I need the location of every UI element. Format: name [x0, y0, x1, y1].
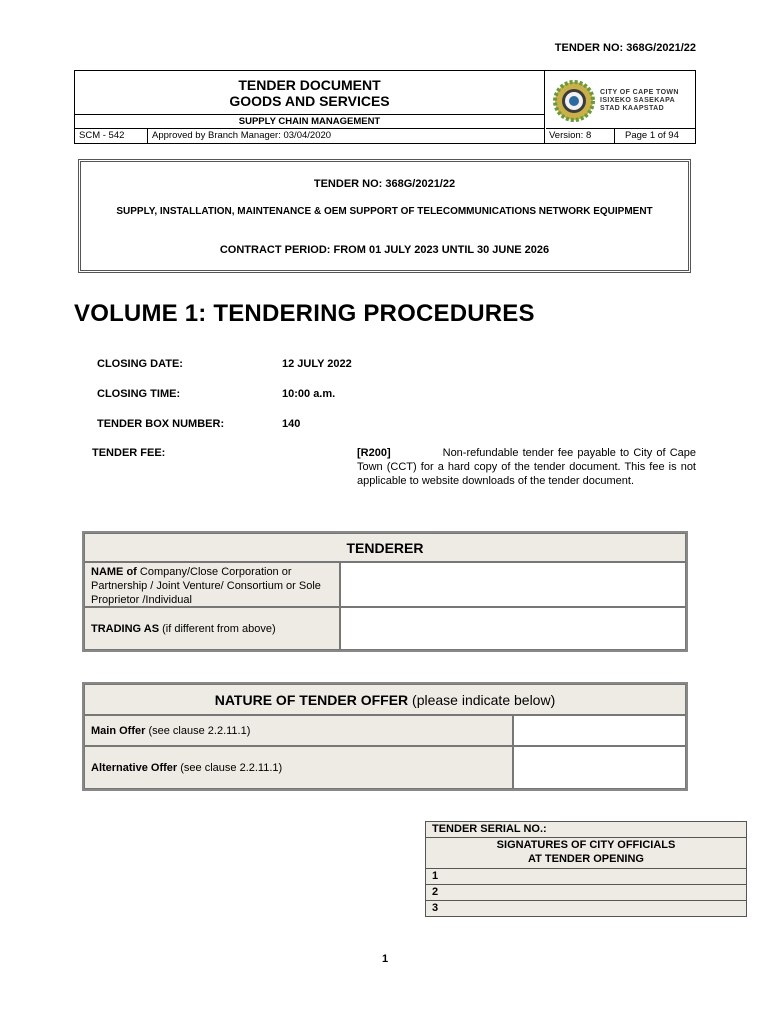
trading-as-bold: TRADING AS [91, 623, 160, 635]
closing-time-label: CLOSING TIME: [97, 388, 181, 400]
signature-row-2[interactable]: 2 [426, 885, 746, 901]
volume-title: VOLUME 1: TENDERING PROCEDURES [74, 300, 535, 327]
page-count: Page 1 of 94 [625, 130, 679, 141]
top-tender-number: TENDER NO: 368G/2021/22 [554, 42, 696, 54]
header-title-line2: GOODS AND SERVICES [229, 93, 390, 109]
alternative-offer-input[interactable] [513, 746, 686, 789]
trading-as-input[interactable] [340, 607, 686, 650]
document-header [74, 70, 696, 144]
main-offer-label [84, 715, 513, 746]
tender-summary-box [78, 159, 691, 273]
signatures-line1: SIGNATURES OF CITY OFFICIALS [496, 839, 676, 851]
closing-date-label: CLOSING DATE: [97, 358, 183, 370]
main-offer-bold: Main Offer [91, 725, 146, 737]
header-title-line1: TENDER DOCUMENT [238, 77, 381, 93]
alternative-offer-rest: (see clause 2.2.11.1) [180, 762, 283, 774]
header-title [75, 71, 545, 115]
closing-time-value: 10:00 a.m. [282, 388, 336, 400]
nature-of-offer-table [82, 682, 688, 791]
city-logo [546, 71, 696, 129]
logo-line3: STAD KAAPSTAD [600, 105, 665, 112]
logo-text [600, 89, 679, 113]
tenderer-name-bold: NAME of [91, 566, 137, 578]
contract-period: CONTRACT PERIOD: FROM 01 JULY 2023 UNTIL 30 JUNE 2026 [219, 244, 550, 256]
header-subtitle: SUPPLY CHAIN MANAGEMENT [75, 115, 545, 129]
nature-heading-bold: NATURE OF TENDER OFFER [214, 692, 409, 708]
page-number: 1 [381, 953, 389, 965]
tender-serial-label: TENDER SERIAL NO.: [426, 822, 746, 838]
tender-box-number-value: 140 [282, 418, 301, 430]
alternative-offer-label [84, 746, 513, 789]
signatures-heading [426, 838, 746, 869]
nature-heading [84, 684, 686, 715]
tender-box-number-label: TENDER BOX NUMBER: [97, 418, 225, 430]
tender-fee-amount: [R200] [357, 447, 391, 459]
tenderer-name-label [84, 562, 340, 607]
tenderer-heading: TENDERER [84, 533, 686, 562]
tenderer-table [82, 531, 688, 652]
main-offer-input[interactable] [513, 715, 686, 746]
header-meta-row [75, 129, 695, 143]
main-offer-rest: (see clause 2.2.11.1) [148, 725, 251, 737]
nature-heading-rest: (please indicate below) [412, 692, 556, 708]
scm-code: SCM - 542 [75, 129, 148, 144]
logo-line1: CITY OF CAPE TOWN [600, 89, 679, 96]
logo-line2: ISIXEKO SASEKAPA [600, 97, 676, 104]
trading-as-label [84, 607, 340, 650]
tender-fee-text [357, 446, 696, 488]
tender-serial-table [425, 821, 747, 917]
signatures-line2: AT TENDER OPENING [528, 853, 644, 865]
approved-by: Approved by Branch Manager: 03/04/2020 [148, 129, 545, 144]
tenderer-name-rest: Company/Close Corporation or Partnership / Joint Venture/ Consortium or Sole Proprietor /Individual [91, 566, 321, 606]
tender-number: TENDER NO: 368G/2021/22 [313, 178, 456, 190]
trading-as-rest: (if different from above) [162, 623, 276, 635]
tender-fee-label: TENDER FEE: [92, 447, 166, 459]
city-emblem-icon [552, 79, 596, 123]
alternative-offer-bold: Alternative Offer [91, 762, 178, 774]
signature-row-3[interactable]: 3 [426, 901, 746, 916]
closing-date-value: 12 JULY 2022 [282, 358, 352, 370]
signature-row-1[interactable]: 1 [426, 869, 746, 885]
tender-fee-description: Non-refundable tender fee payable to City of Cape Town (CCT) for a hard copy of the tender document. This fee is not applicable to website downloads of the tender document. [357, 447, 696, 487]
tender-description: SUPPLY, INSTALLATION, MAINTENANCE & OEM SUPPORT OF TELECOMMUNICATIONS NETWORK EQUIPMENT [116, 206, 653, 217]
tenderer-name-input[interactable] [340, 562, 686, 607]
version: Version: 8 [545, 129, 615, 144]
